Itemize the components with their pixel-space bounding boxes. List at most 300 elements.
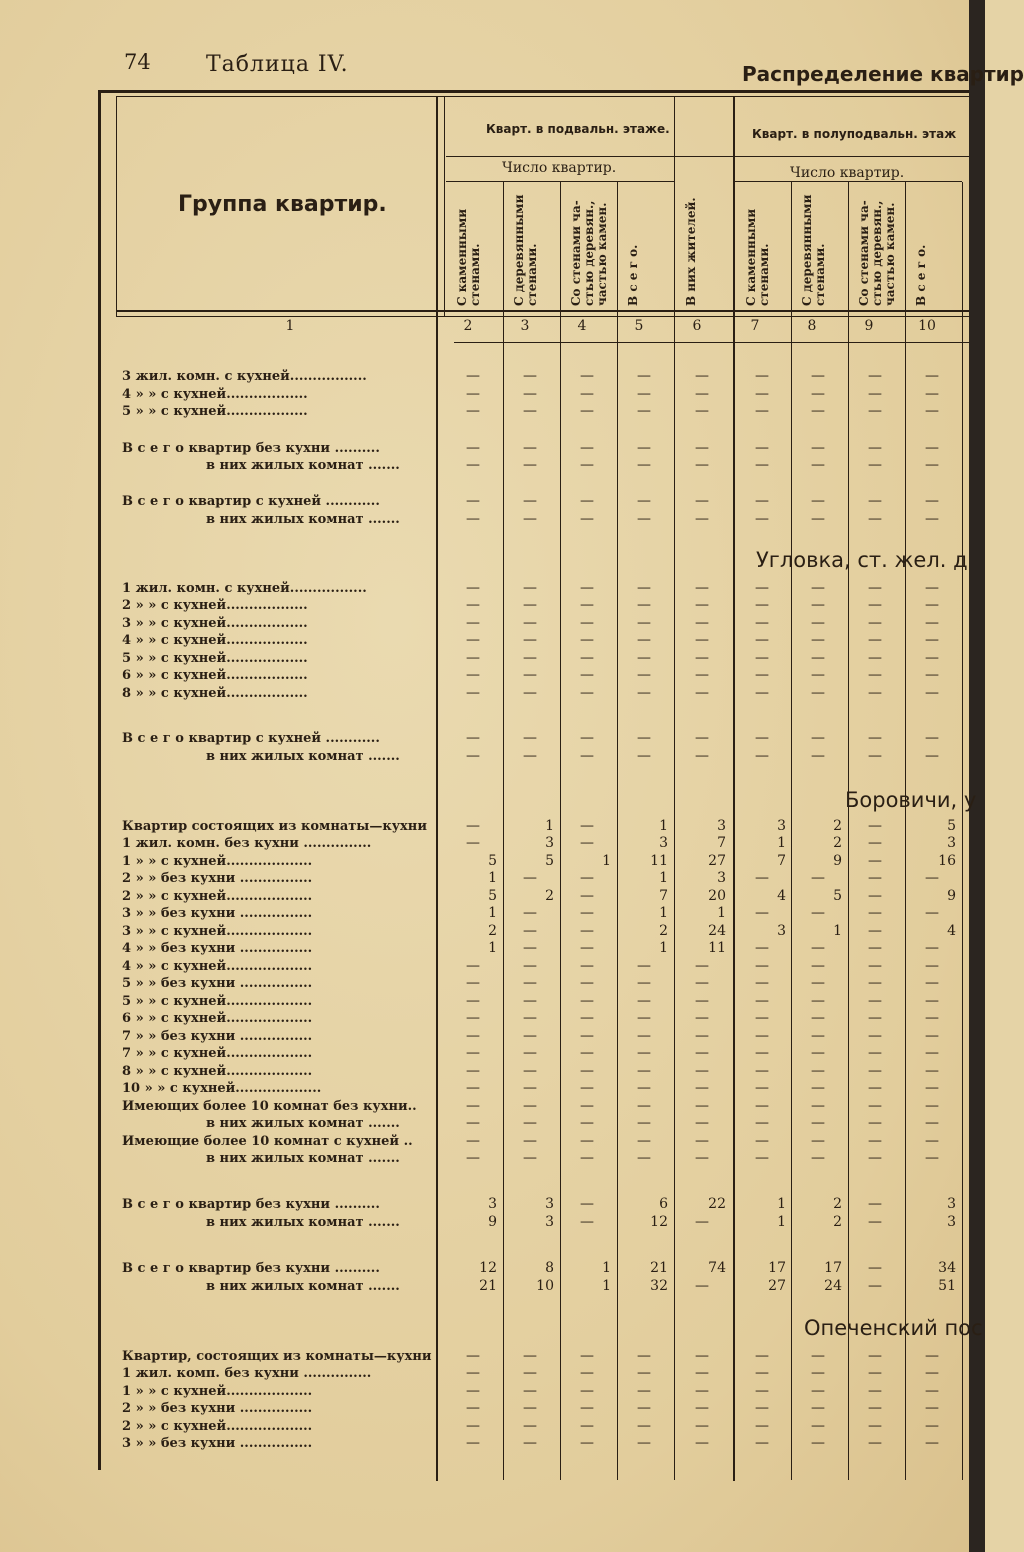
table-cell: — bbox=[466, 1115, 480, 1131]
row-label: 4 » » с кухней................... bbox=[122, 959, 313, 974]
table-cell: — bbox=[580, 870, 594, 886]
table-cell: — bbox=[868, 1028, 882, 1044]
table-cell: — bbox=[466, 1365, 480, 1381]
table-cell: — bbox=[523, 923, 537, 939]
table-cell: — bbox=[637, 493, 651, 509]
table-cell: — bbox=[868, 1214, 882, 1230]
table-cell: — bbox=[466, 1028, 480, 1044]
row-label: 4 » » с кухней.................. bbox=[122, 633, 308, 648]
column-rule bbox=[560, 182, 561, 1480]
table-cell: — bbox=[755, 1133, 769, 1149]
table-cell: — bbox=[925, 1400, 939, 1416]
table-cell: — bbox=[637, 1418, 651, 1434]
table-cell: — bbox=[811, 650, 825, 666]
table-cell: — bbox=[695, 1150, 709, 1166]
table-cell: — bbox=[755, 386, 769, 402]
table-cell: — bbox=[580, 615, 594, 631]
table-cell: — bbox=[637, 580, 651, 596]
table-cell: 1 bbox=[659, 818, 668, 834]
row-label: Имеющие более 10 комнат с кухней .. bbox=[122, 1134, 413, 1149]
table-cell: — bbox=[637, 403, 651, 419]
table-cell: 74 bbox=[708, 1260, 726, 1276]
table-cell: — bbox=[755, 1150, 769, 1166]
table-cell: — bbox=[695, 1278, 709, 1294]
table-cell: — bbox=[580, 511, 594, 527]
column-number: 2 bbox=[463, 318, 473, 334]
table-cell: — bbox=[868, 615, 882, 631]
table-cell: — bbox=[523, 905, 537, 921]
column-number: 4 bbox=[577, 318, 587, 334]
table-cell: — bbox=[925, 493, 939, 509]
group-divider-rule bbox=[733, 96, 735, 1481]
row-label: 2 » » без кухни ................ bbox=[122, 871, 313, 886]
table-cell: 2 bbox=[488, 923, 497, 939]
header-bottom-rule bbox=[116, 310, 969, 312]
table-cell: 51 bbox=[938, 1278, 956, 1294]
table-cell: — bbox=[925, 958, 939, 974]
row-label: 8 » » с кухней................... bbox=[122, 1064, 313, 1079]
row-label: в них жилых комнат ....... bbox=[206, 1279, 400, 1294]
table-cell: — bbox=[466, 685, 480, 701]
column-rule bbox=[674, 96, 675, 1480]
table-cell: — bbox=[811, 1365, 825, 1381]
table-cell: — bbox=[580, 1063, 594, 1079]
table-cell: — bbox=[637, 632, 651, 648]
table-cell: — bbox=[695, 1418, 709, 1434]
table-cell: — bbox=[523, 403, 537, 419]
table-cell: — bbox=[868, 835, 882, 851]
table-cell: — bbox=[925, 940, 939, 956]
table-cell: — bbox=[925, 748, 939, 764]
table-cell: — bbox=[811, 748, 825, 764]
table-cell: — bbox=[811, 597, 825, 613]
row-label: 7 » » с кухней................... bbox=[122, 1046, 313, 1061]
table-cell: — bbox=[580, 597, 594, 613]
table-cell: 3 bbox=[659, 835, 668, 851]
row-label: 3 жил. комн. с кухней................. bbox=[122, 369, 367, 384]
table-cell: 16 bbox=[938, 853, 956, 869]
table-cell: — bbox=[637, 1383, 651, 1399]
row-label: в них жилых комнат ....... bbox=[206, 749, 400, 764]
table-cell: — bbox=[811, 905, 825, 921]
row-label: Квартир состоящих из комнаты—кухни bbox=[122, 819, 427, 834]
table-cell: — bbox=[523, 493, 537, 509]
table-cell: — bbox=[637, 1115, 651, 1131]
table-cell: — bbox=[868, 457, 882, 473]
table-cell: 6 bbox=[659, 1196, 668, 1212]
table-cell: — bbox=[580, 730, 594, 746]
table-cell: — bbox=[811, 1348, 825, 1364]
table-cell: — bbox=[523, 1115, 537, 1131]
table-cell: 3 bbox=[947, 1196, 956, 1212]
table-cell: — bbox=[755, 1383, 769, 1399]
table-cell: — bbox=[868, 1365, 882, 1381]
table-cell: — bbox=[637, 1435, 651, 1451]
table-cell: — bbox=[580, 923, 594, 939]
table-cell: — bbox=[580, 958, 594, 974]
table-cell: — bbox=[755, 1435, 769, 1451]
table-cell: 34 bbox=[938, 1260, 956, 1276]
table-cell: — bbox=[811, 870, 825, 886]
label-column-rule bbox=[436, 96, 438, 1481]
table-cell: — bbox=[868, 386, 882, 402]
table-cell: — bbox=[868, 1080, 882, 1096]
table-cell: — bbox=[523, 457, 537, 473]
table-cell: — bbox=[925, 905, 939, 921]
table-cell: — bbox=[868, 1400, 882, 1416]
table-cell: 1 bbox=[545, 818, 554, 834]
table-cell: — bbox=[925, 597, 939, 613]
table-cell: — bbox=[695, 993, 709, 1009]
row-label: 3 » » без кухни ................ bbox=[122, 1436, 313, 1451]
row-label: в них жилых комнат ....... bbox=[206, 1151, 400, 1166]
table-cell: — bbox=[523, 1348, 537, 1364]
column-number: 3 bbox=[520, 318, 530, 334]
table-cell: — bbox=[695, 1098, 709, 1114]
table-cell: — bbox=[868, 511, 882, 527]
table-cell: — bbox=[637, 615, 651, 631]
table-cell: — bbox=[811, 730, 825, 746]
table-cell: — bbox=[755, 457, 769, 473]
group-rule bbox=[446, 156, 969, 157]
table-cell: — bbox=[466, 650, 480, 666]
table-cell: — bbox=[868, 870, 882, 886]
table-cell: — bbox=[580, 1348, 594, 1364]
table-cell: — bbox=[755, 667, 769, 683]
table-cell: — bbox=[868, 1150, 882, 1166]
table-cell: — bbox=[695, 1383, 709, 1399]
table-cell: — bbox=[466, 748, 480, 764]
table-cell: — bbox=[695, 685, 709, 701]
table-cell: — bbox=[466, 386, 480, 402]
table-cell: 3 bbox=[488, 1196, 497, 1212]
column-rule bbox=[791, 182, 792, 1480]
table-cell: — bbox=[868, 1383, 882, 1399]
table-cell: — bbox=[637, 386, 651, 402]
table-cell: — bbox=[580, 1365, 594, 1381]
table-cell: 3 bbox=[545, 1214, 554, 1230]
table-cell: 3 bbox=[545, 835, 554, 851]
table-cell: — bbox=[523, 1365, 537, 1381]
table-cell: — bbox=[925, 1098, 939, 1114]
table-cell: — bbox=[580, 1196, 594, 1212]
table-cell: — bbox=[868, 993, 882, 1009]
row-label: 6 » » с кухней................... bbox=[122, 1011, 313, 1026]
table-cell: — bbox=[580, 748, 594, 764]
page-number: 74 bbox=[124, 50, 151, 74]
table-cell: 4 bbox=[947, 923, 956, 939]
table-cell: — bbox=[695, 440, 709, 456]
table-cell: — bbox=[925, 457, 939, 473]
table-cell: — bbox=[466, 1383, 480, 1399]
table-cell: — bbox=[695, 1365, 709, 1381]
table-cell: — bbox=[811, 1098, 825, 1114]
table-cell: — bbox=[925, 993, 939, 1009]
table-cell: — bbox=[580, 1214, 594, 1230]
table-cell: — bbox=[580, 650, 594, 666]
table-cell: — bbox=[925, 1150, 939, 1166]
table-cell: — bbox=[466, 835, 480, 851]
table-cell: — bbox=[523, 730, 537, 746]
table-cell: 3 bbox=[717, 818, 726, 834]
table-cell: — bbox=[925, 403, 939, 419]
table-cell: — bbox=[466, 597, 480, 613]
table-cell: — bbox=[695, 597, 709, 613]
table-cell: — bbox=[755, 615, 769, 631]
table-cell: — bbox=[637, 748, 651, 764]
table-cell: — bbox=[925, 1383, 939, 1399]
table-cell: — bbox=[868, 888, 882, 904]
row-label: В с е г о квартир без кухни .......... bbox=[122, 441, 380, 456]
table-cell: — bbox=[755, 580, 769, 596]
table-cell: — bbox=[868, 1348, 882, 1364]
table-cell: 1 bbox=[602, 1260, 611, 1276]
table-cell: — bbox=[523, 1418, 537, 1434]
table-cell: — bbox=[925, 1348, 939, 1364]
table-cell: — bbox=[466, 1063, 480, 1079]
table-cell: — bbox=[755, 748, 769, 764]
table-cell: — bbox=[466, 993, 480, 1009]
table-cell: — bbox=[755, 493, 769, 509]
table-cell: — bbox=[811, 993, 825, 1009]
table-cell: — bbox=[925, 1063, 939, 1079]
table-cell: — bbox=[637, 1063, 651, 1079]
table-cell: 2 bbox=[833, 818, 842, 834]
table-cell: 17 bbox=[824, 1260, 842, 1276]
vertical-column-header: С деревянными стенами. bbox=[512, 194, 539, 306]
row-label: в них жилых комнат ....... bbox=[206, 512, 400, 527]
table-cell: 8 bbox=[545, 1260, 554, 1276]
table-cell: — bbox=[523, 650, 537, 666]
table-cell: — bbox=[925, 386, 939, 402]
table-cell: — bbox=[695, 730, 709, 746]
top-rule-thin bbox=[116, 96, 969, 97]
table-cell: — bbox=[466, 493, 480, 509]
table-cell: — bbox=[755, 1400, 769, 1416]
table-cell: — bbox=[811, 457, 825, 473]
row-label: в них жилых комнат ....... bbox=[206, 1116, 400, 1131]
table-cell: — bbox=[695, 1063, 709, 1079]
table-cell: 7 bbox=[659, 888, 668, 904]
table-cell: — bbox=[695, 1214, 709, 1230]
table-cell: — bbox=[523, 748, 537, 764]
table-cell: — bbox=[580, 1400, 594, 1416]
table-cell: — bbox=[466, 1098, 480, 1114]
table-cell: — bbox=[755, 1098, 769, 1114]
table-cell: — bbox=[580, 368, 594, 384]
row-label: В с е г о квартир с кухней ............ bbox=[122, 731, 380, 746]
table-cell: — bbox=[695, 632, 709, 648]
left-border-inner bbox=[116, 96, 117, 316]
table-cell: — bbox=[466, 632, 480, 648]
table-cell: — bbox=[523, 597, 537, 613]
table-cell: — bbox=[523, 1063, 537, 1079]
vertical-column-header: В с е г о. bbox=[914, 244, 928, 306]
table-cell: — bbox=[925, 1418, 939, 1434]
table-cell: — bbox=[466, 958, 480, 974]
table-cell: 1 bbox=[659, 905, 668, 921]
table-cell: — bbox=[695, 958, 709, 974]
table-cell: — bbox=[811, 685, 825, 701]
table-cell: — bbox=[580, 1028, 594, 1044]
row-label: 1 » » с кухней................... bbox=[122, 1384, 313, 1399]
table-cell: — bbox=[637, 1400, 651, 1416]
table-cell: — bbox=[637, 1150, 651, 1166]
table-cell: — bbox=[580, 403, 594, 419]
row-label: 8 » » с кухней.................. bbox=[122, 686, 308, 701]
table-cell: 2 bbox=[833, 835, 842, 851]
table-cell: — bbox=[466, 368, 480, 384]
table-cell: — bbox=[580, 386, 594, 402]
table-cell: — bbox=[811, 1028, 825, 1044]
row-label: Имеющих более 10 комнат без кухни.. bbox=[122, 1099, 417, 1114]
table-cell: — bbox=[580, 975, 594, 991]
table-cell: — bbox=[811, 958, 825, 974]
table-cell: 12 bbox=[650, 1214, 668, 1230]
table-cell: — bbox=[868, 1435, 882, 1451]
row-label: В с е г о квартир без кухни .......... bbox=[122, 1261, 380, 1276]
table-cell: 7 bbox=[777, 853, 786, 869]
table-cell: — bbox=[695, 1400, 709, 1416]
table-cell: — bbox=[637, 1045, 651, 1061]
table-cell: — bbox=[755, 1045, 769, 1061]
table-cell: — bbox=[811, 1150, 825, 1166]
table-cell: 17 bbox=[768, 1260, 786, 1276]
column-number: 6 bbox=[692, 318, 702, 334]
table-cell: — bbox=[755, 403, 769, 419]
column-number: 7 bbox=[750, 318, 760, 334]
table-cell: — bbox=[755, 1418, 769, 1434]
table-cell: — bbox=[695, 457, 709, 473]
column-number: 5 bbox=[634, 318, 644, 334]
table-cell: — bbox=[695, 748, 709, 764]
table-cell: — bbox=[637, 1010, 651, 1026]
table-cell: 1 bbox=[833, 923, 842, 939]
table-cell: — bbox=[466, 403, 480, 419]
table-cell: — bbox=[466, 975, 480, 991]
table-cell: — bbox=[580, 440, 594, 456]
table-cell: — bbox=[523, 386, 537, 402]
row-label: 5 » » с кухней.................. bbox=[122, 404, 308, 419]
table-cell: 1 bbox=[602, 853, 611, 869]
table-cell: — bbox=[811, 403, 825, 419]
table-cell: 4 bbox=[777, 888, 786, 904]
table-cell: — bbox=[523, 1028, 537, 1044]
table-cell: — bbox=[523, 975, 537, 991]
table-cell: — bbox=[755, 1365, 769, 1381]
table-cell: — bbox=[868, 853, 882, 869]
table-cell: — bbox=[925, 730, 939, 746]
vertical-column-header: В с е г о. bbox=[626, 244, 640, 306]
table-cell: — bbox=[695, 667, 709, 683]
column-number: 8 bbox=[807, 318, 817, 334]
table-cell: — bbox=[868, 440, 882, 456]
table-cell: — bbox=[523, 440, 537, 456]
table-cell: 11 bbox=[650, 853, 668, 869]
table-cell: — bbox=[755, 975, 769, 991]
table-cell: — bbox=[755, 597, 769, 613]
table-cell: — bbox=[637, 368, 651, 384]
table-cell: — bbox=[466, 1400, 480, 1416]
table-cell: — bbox=[466, 457, 480, 473]
vertical-column-header: С деревянными стенами. bbox=[800, 194, 827, 306]
table-cell: — bbox=[925, 615, 939, 631]
table-cell: — bbox=[695, 650, 709, 666]
column-rule bbox=[848, 182, 849, 1480]
table-cell: 21 bbox=[650, 1260, 668, 1276]
table-cell: — bbox=[868, 818, 882, 834]
table-cell: 1 bbox=[488, 940, 497, 956]
table-cell: — bbox=[868, 667, 882, 683]
table-cell: — bbox=[811, 1080, 825, 1096]
table-cell: — bbox=[523, 870, 537, 886]
table-cell: — bbox=[868, 905, 882, 921]
row-label: 3 » » с кухней.................. bbox=[122, 616, 308, 631]
table-cell: — bbox=[695, 403, 709, 419]
table-cell: — bbox=[523, 958, 537, 974]
table-cell: 2 bbox=[659, 923, 668, 939]
row-label: 2 » » с кухней................... bbox=[122, 1419, 313, 1434]
table-cell: — bbox=[695, 1435, 709, 1451]
table-cell: — bbox=[695, 511, 709, 527]
table-cell: — bbox=[637, 993, 651, 1009]
row-label: 1 » » с кухней................... bbox=[122, 854, 313, 869]
table-cell: 3 bbox=[545, 1196, 554, 1212]
table-cell: — bbox=[755, 511, 769, 527]
table-cell: — bbox=[695, 1010, 709, 1026]
vertical-column-header: С каменными стенами. bbox=[455, 208, 482, 306]
table-cell: — bbox=[868, 1278, 882, 1294]
table-cell: — bbox=[755, 1348, 769, 1364]
table-cell: — bbox=[580, 685, 594, 701]
semibasement-header: Кварт. в полуподвальн. этаж bbox=[752, 127, 957, 141]
table-cell: — bbox=[637, 1080, 651, 1096]
table-cell: — bbox=[755, 440, 769, 456]
table-cell: — bbox=[868, 580, 882, 596]
table-cell: — bbox=[580, 667, 594, 683]
table-cell: 1 bbox=[602, 1278, 611, 1294]
table-cell: 9 bbox=[947, 888, 956, 904]
table-cell: — bbox=[637, 511, 651, 527]
table-cell: — bbox=[523, 1045, 537, 1061]
table-cell: — bbox=[755, 685, 769, 701]
table-cell: — bbox=[868, 958, 882, 974]
row-label: Квартир, состоящих из комнаты—кухни bbox=[122, 1349, 432, 1364]
table-cell: — bbox=[925, 1045, 939, 1061]
table-cell: — bbox=[523, 1400, 537, 1416]
column-rule bbox=[503, 182, 504, 1480]
table-cell: — bbox=[811, 1133, 825, 1149]
table-cell: — bbox=[637, 650, 651, 666]
table-cell: — bbox=[811, 615, 825, 631]
table-cell: 5 bbox=[947, 818, 956, 834]
table-cell: — bbox=[925, 368, 939, 384]
table-cell: — bbox=[755, 940, 769, 956]
table-cell: — bbox=[695, 493, 709, 509]
table-cell: — bbox=[695, 1045, 709, 1061]
table-cell: — bbox=[868, 493, 882, 509]
table-cell: — bbox=[580, 1098, 594, 1114]
table-cell: 5 bbox=[833, 888, 842, 904]
table-cell: — bbox=[868, 975, 882, 991]
table-cell: — bbox=[868, 940, 882, 956]
table-cell: — bbox=[466, 1348, 480, 1364]
table-cell: — bbox=[580, 1150, 594, 1166]
table-cell: 2 bbox=[545, 888, 554, 904]
table-cell: — bbox=[523, 615, 537, 631]
table-cell: — bbox=[868, 730, 882, 746]
table-cell: 9 bbox=[833, 853, 842, 869]
